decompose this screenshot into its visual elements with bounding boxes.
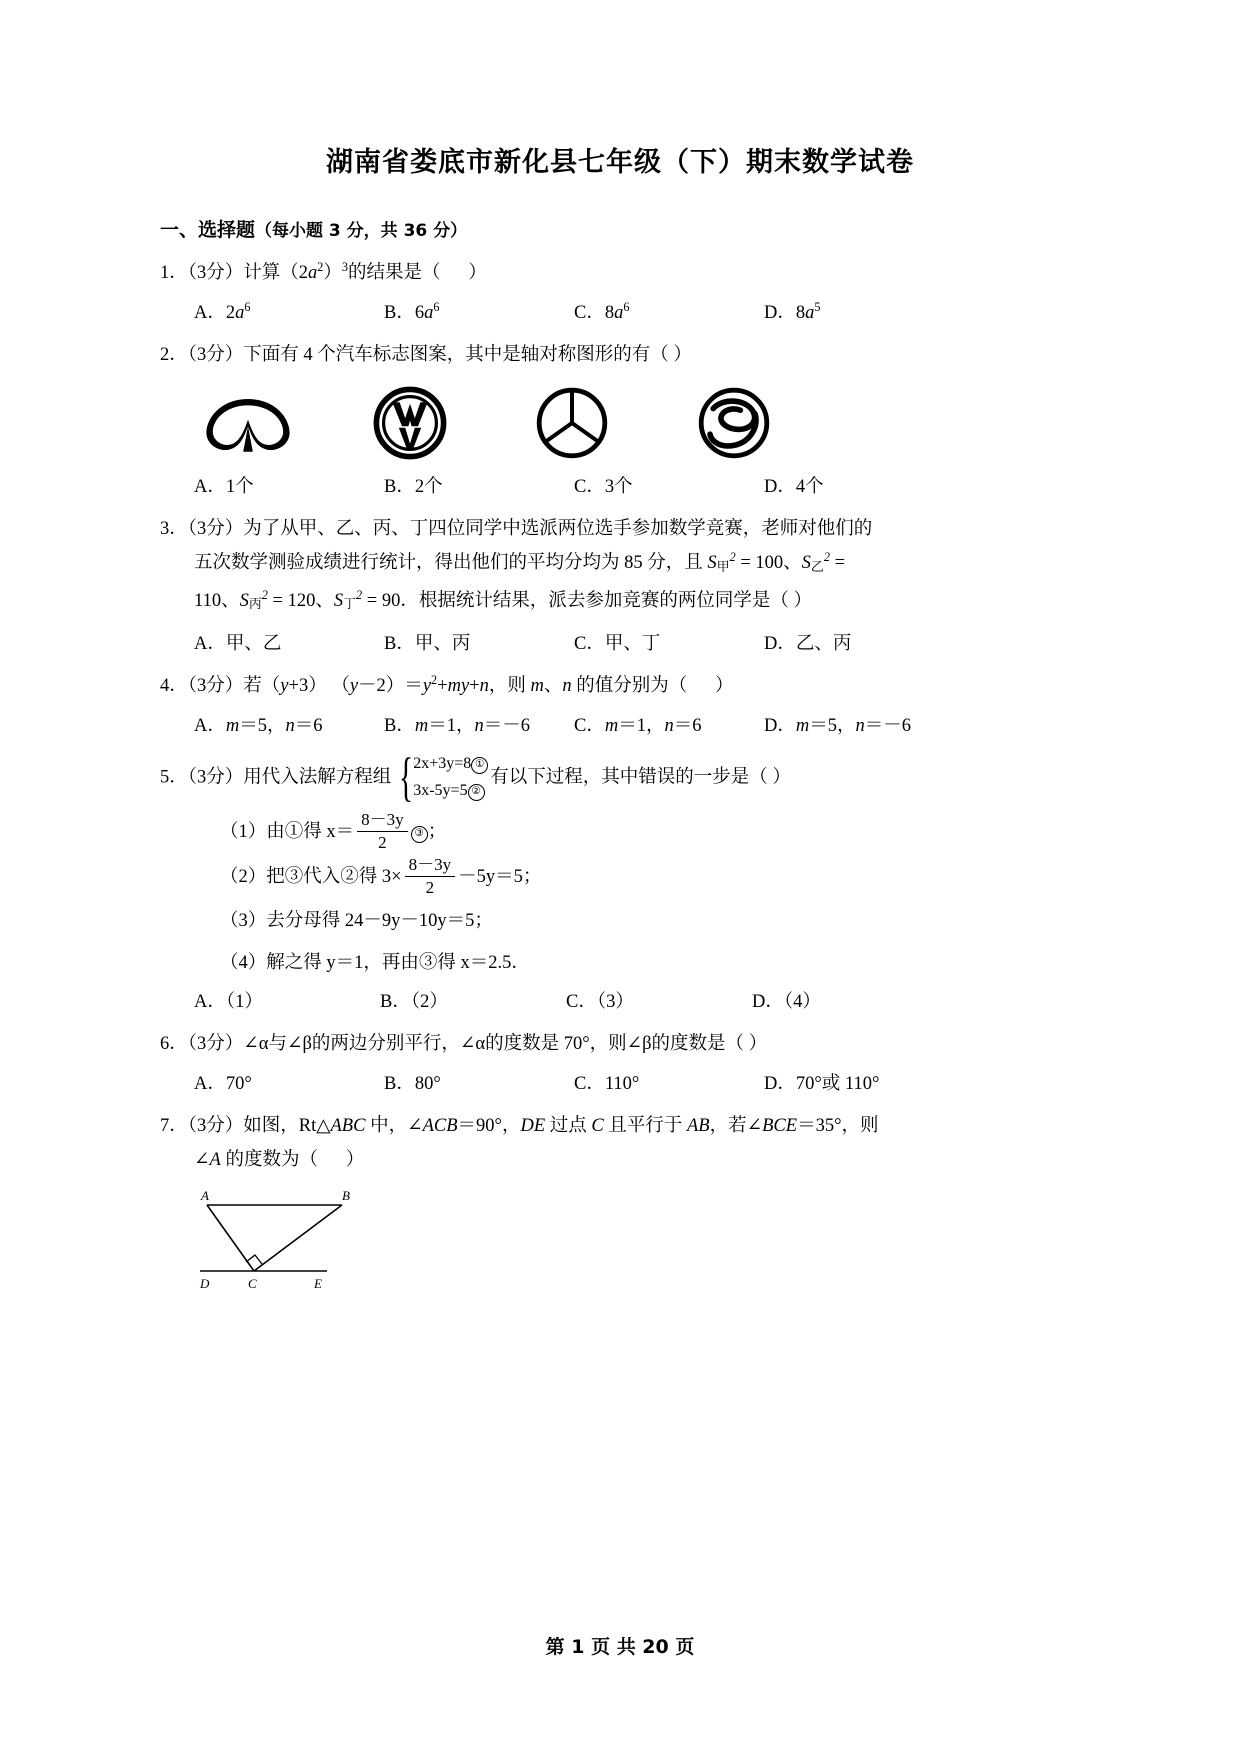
question-3 [160, 512, 1080, 621]
question-3-points: （3分） [187, 519, 244, 539]
equation-1: 2x+3y=8 ① [413, 750, 488, 777]
option-c[interactable]: C．（3） [566, 992, 634, 1013]
question-2 [160, 338, 1080, 372]
fraction-2: $\frac{8-3y}{2}$ [405, 855, 456, 898]
option-c[interactable]: C．$8a^6$ [574, 299, 630, 323]
question-3-options [160, 627, 1080, 661]
option-a[interactable]: A．$2a^6$ [194, 299, 251, 323]
variance-ding: S丁$^2$ [333, 587, 363, 612]
triangle-diagram [182, 1183, 392, 1293]
step-4-label: （4） [220, 953, 267, 974]
question-5-number: 5． [160, 767, 188, 788]
question-6-number: 6． [160, 1034, 188, 1055]
question-1 [160, 256, 1080, 290]
equation-system [393, 747, 488, 808]
option-c[interactable]: C．3个 [574, 477, 633, 497]
question-5 [160, 747, 1080, 808]
question-6-text: ∠α与∠β的两边分别平行，∠α的度数是 70°，则∠β的度数是（ ） [243, 1034, 768, 1055]
question-7-line-2: ∠A 的度数为（ ） [194, 1150, 365, 1171]
question-5-points: （3分） [187, 767, 244, 788]
step-1-label: （1） [220, 821, 267, 842]
question-7 [160, 1109, 1080, 1177]
question-2-options [160, 470, 1080, 504]
question-7-points: （3分） [187, 1116, 244, 1137]
step-2-label: （2） [220, 866, 267, 887]
question-3-number: 3． [160, 519, 188, 539]
infiniti-logo [200, 384, 296, 462]
mercedes-benz-logo [524, 384, 620, 462]
option-b[interactable]: B．（2） [380, 992, 448, 1013]
question-2-points: （3分） [187, 345, 244, 365]
volkswagen-logo [362, 384, 458, 462]
section-label: 一、选择题 [160, 219, 256, 241]
question-6-options [160, 1067, 1080, 1101]
question-3-text-1: 为了从甲、乙、丙、丁四位同学中选派两位选手参加数学竞赛，老师对他们的 [243, 519, 873, 539]
question-3-text-3b: = 120、 [267, 590, 334, 611]
question-1-points: （3分） [187, 263, 244, 283]
left-brace-icon: { [399, 747, 414, 808]
question-2-text: 下面有 4 个汽车标志图案，其中是轴对称图形的有（ ） [243, 345, 692, 365]
page-content [160, 140, 1080, 1298]
option-b[interactable]: B．2个 [384, 477, 443, 497]
option-a[interactable]: A．1个 [194, 477, 254, 497]
step-1-mark: ③ [411, 826, 428, 843]
option-c[interactable]: C．甲、丁 [574, 634, 661, 655]
option-b[interactable]: B．80° [384, 1074, 441, 1095]
question-5-options [160, 985, 1080, 1019]
question-5-stem [160, 747, 1080, 808]
option-d[interactable]: D．m＝5，n＝－6 [764, 716, 912, 737]
question-7-number: 7． [160, 1116, 188, 1137]
option-b[interactable]: B．m＝1，n＝－6 [384, 716, 530, 737]
question-4-stem: 4．（3分）若（y+3） $(y-2)=y^2+my+n$，则 m、n 的值分别为（ ） [160, 673, 734, 697]
section-header [160, 215, 1080, 242]
fraction-1: $\frac{8-3y}{2}$ [357, 810, 408, 853]
section-points: （每小题 3 分，共 36 分） [255, 221, 468, 241]
question-3-line-1 [160, 512, 1080, 546]
option-c[interactable]: C．110° [574, 1074, 640, 1095]
step-1-text-a: 由①得 x＝ [266, 821, 355, 842]
question-3-text-2a: 五次数学测验成绩进行统计，得出他们的平均分均为 85 分，且 [194, 553, 708, 573]
question-2-number: 2． [160, 345, 188, 365]
variance-bing: S丙$^2$ [239, 587, 268, 612]
variance-yi: S乙$^2$ [801, 549, 830, 574]
question-4-options [160, 709, 1080, 743]
option-b[interactable]: B．$6a^6$ [384, 299, 440, 323]
label-c: C [248, 1276, 257, 1292]
question-6-stem [160, 1027, 1080, 1061]
question-1-options [160, 296, 1080, 330]
question-5-step-4 [160, 943, 1080, 983]
question-4 [160, 669, 1080, 703]
question-4-number: 4． [160, 676, 188, 697]
option-a[interactable]: A．甲、乙 [194, 634, 282, 655]
question-3-line-3 [160, 584, 1080, 622]
step-3-label: （3） [220, 911, 267, 932]
question-3-line-2 [160, 546, 1080, 584]
option-c[interactable]: C．m＝1，n＝6 [574, 716, 702, 737]
eq-mark-1: ① [471, 757, 488, 774]
option-d[interactable]: D．（4） [752, 992, 821, 1013]
question-3-text-3c: = 90．根据统计结果，派去参加竞赛的两位同学是（ ） [362, 590, 812, 611]
question-4-points: （3分） [187, 676, 244, 697]
step-3-text: 去分母得 24－9y－10y＝5； [266, 911, 493, 932]
step-2-text-b: －5y＝5； [458, 866, 542, 887]
question-1-number: 1． [160, 263, 188, 283]
option-d[interactable]: D．70°或 110° [764, 1074, 880, 1095]
variance-jia: S甲$^2$ [707, 549, 736, 574]
option-d[interactable]: D．$8a^5$ [764, 299, 821, 323]
step-2-text-a: 把③代入②得 3× [266, 866, 402, 887]
step-4-text: 解之得 y＝1，再由③得 x＝2.5． [266, 953, 530, 974]
option-b[interactable]: B．甲、丙 [384, 634, 471, 655]
question-5-step-3 [160, 901, 1080, 941]
question-5-text-post: 有以下过程，其中错误的一步是（ ） [490, 767, 791, 788]
label-e: E [314, 1276, 322, 1292]
step-1-text-b: ； [427, 821, 447, 842]
option-a[interactable]: A．70° [194, 1074, 252, 1095]
option-d[interactable]: D．4个 [764, 477, 824, 497]
question-5-step-2 [160, 856, 1080, 899]
question-2-figures [160, 384, 1080, 462]
label-a: A [201, 1188, 209, 1204]
question-5-text-pre: 用代入法解方程组 [243, 767, 392, 788]
question-2-stem [160, 338, 1080, 372]
label-d: D [200, 1276, 210, 1292]
question-7-figure [160, 1183, 1080, 1298]
question-1-stem: 1．（3分）计算$(2a^2)^3$的结果是（ ） [160, 259, 487, 283]
page-footer: 第 1 页 共 20 页 [545, 1636, 695, 1658]
question-6-points: （3分） [187, 1034, 244, 1055]
option-d[interactable]: D．乙、丙 [764, 634, 852, 655]
equation-2: 3x-5y=5 ② [413, 777, 488, 804]
question-7-line-1: 7．（3分）如图，Rt△ABC 中，∠ACB＝90°，DE 过点 C 且平行于 AB，若∠BCE＝35°，则 [160, 1116, 879, 1137]
option-a[interactable]: A．m＝5，n＝6 [194, 716, 323, 737]
option-a[interactable]: A．（1） [194, 992, 263, 1013]
dongfeng-logo [686, 384, 782, 462]
eq-mark-2: ② [468, 784, 485, 801]
question-3-text-2c: = [829, 553, 846, 573]
question-5-step-1 [160, 811, 1080, 854]
question-3-text-2b: = 100、 [735, 553, 802, 573]
page-title: 湖南省娄底市新化县七年级（下）期末数学试卷 [326, 147, 914, 178]
question-6 [160, 1027, 1080, 1061]
question-3-text-3a: 110、 [194, 590, 240, 611]
label-b: B [342, 1188, 350, 1204]
